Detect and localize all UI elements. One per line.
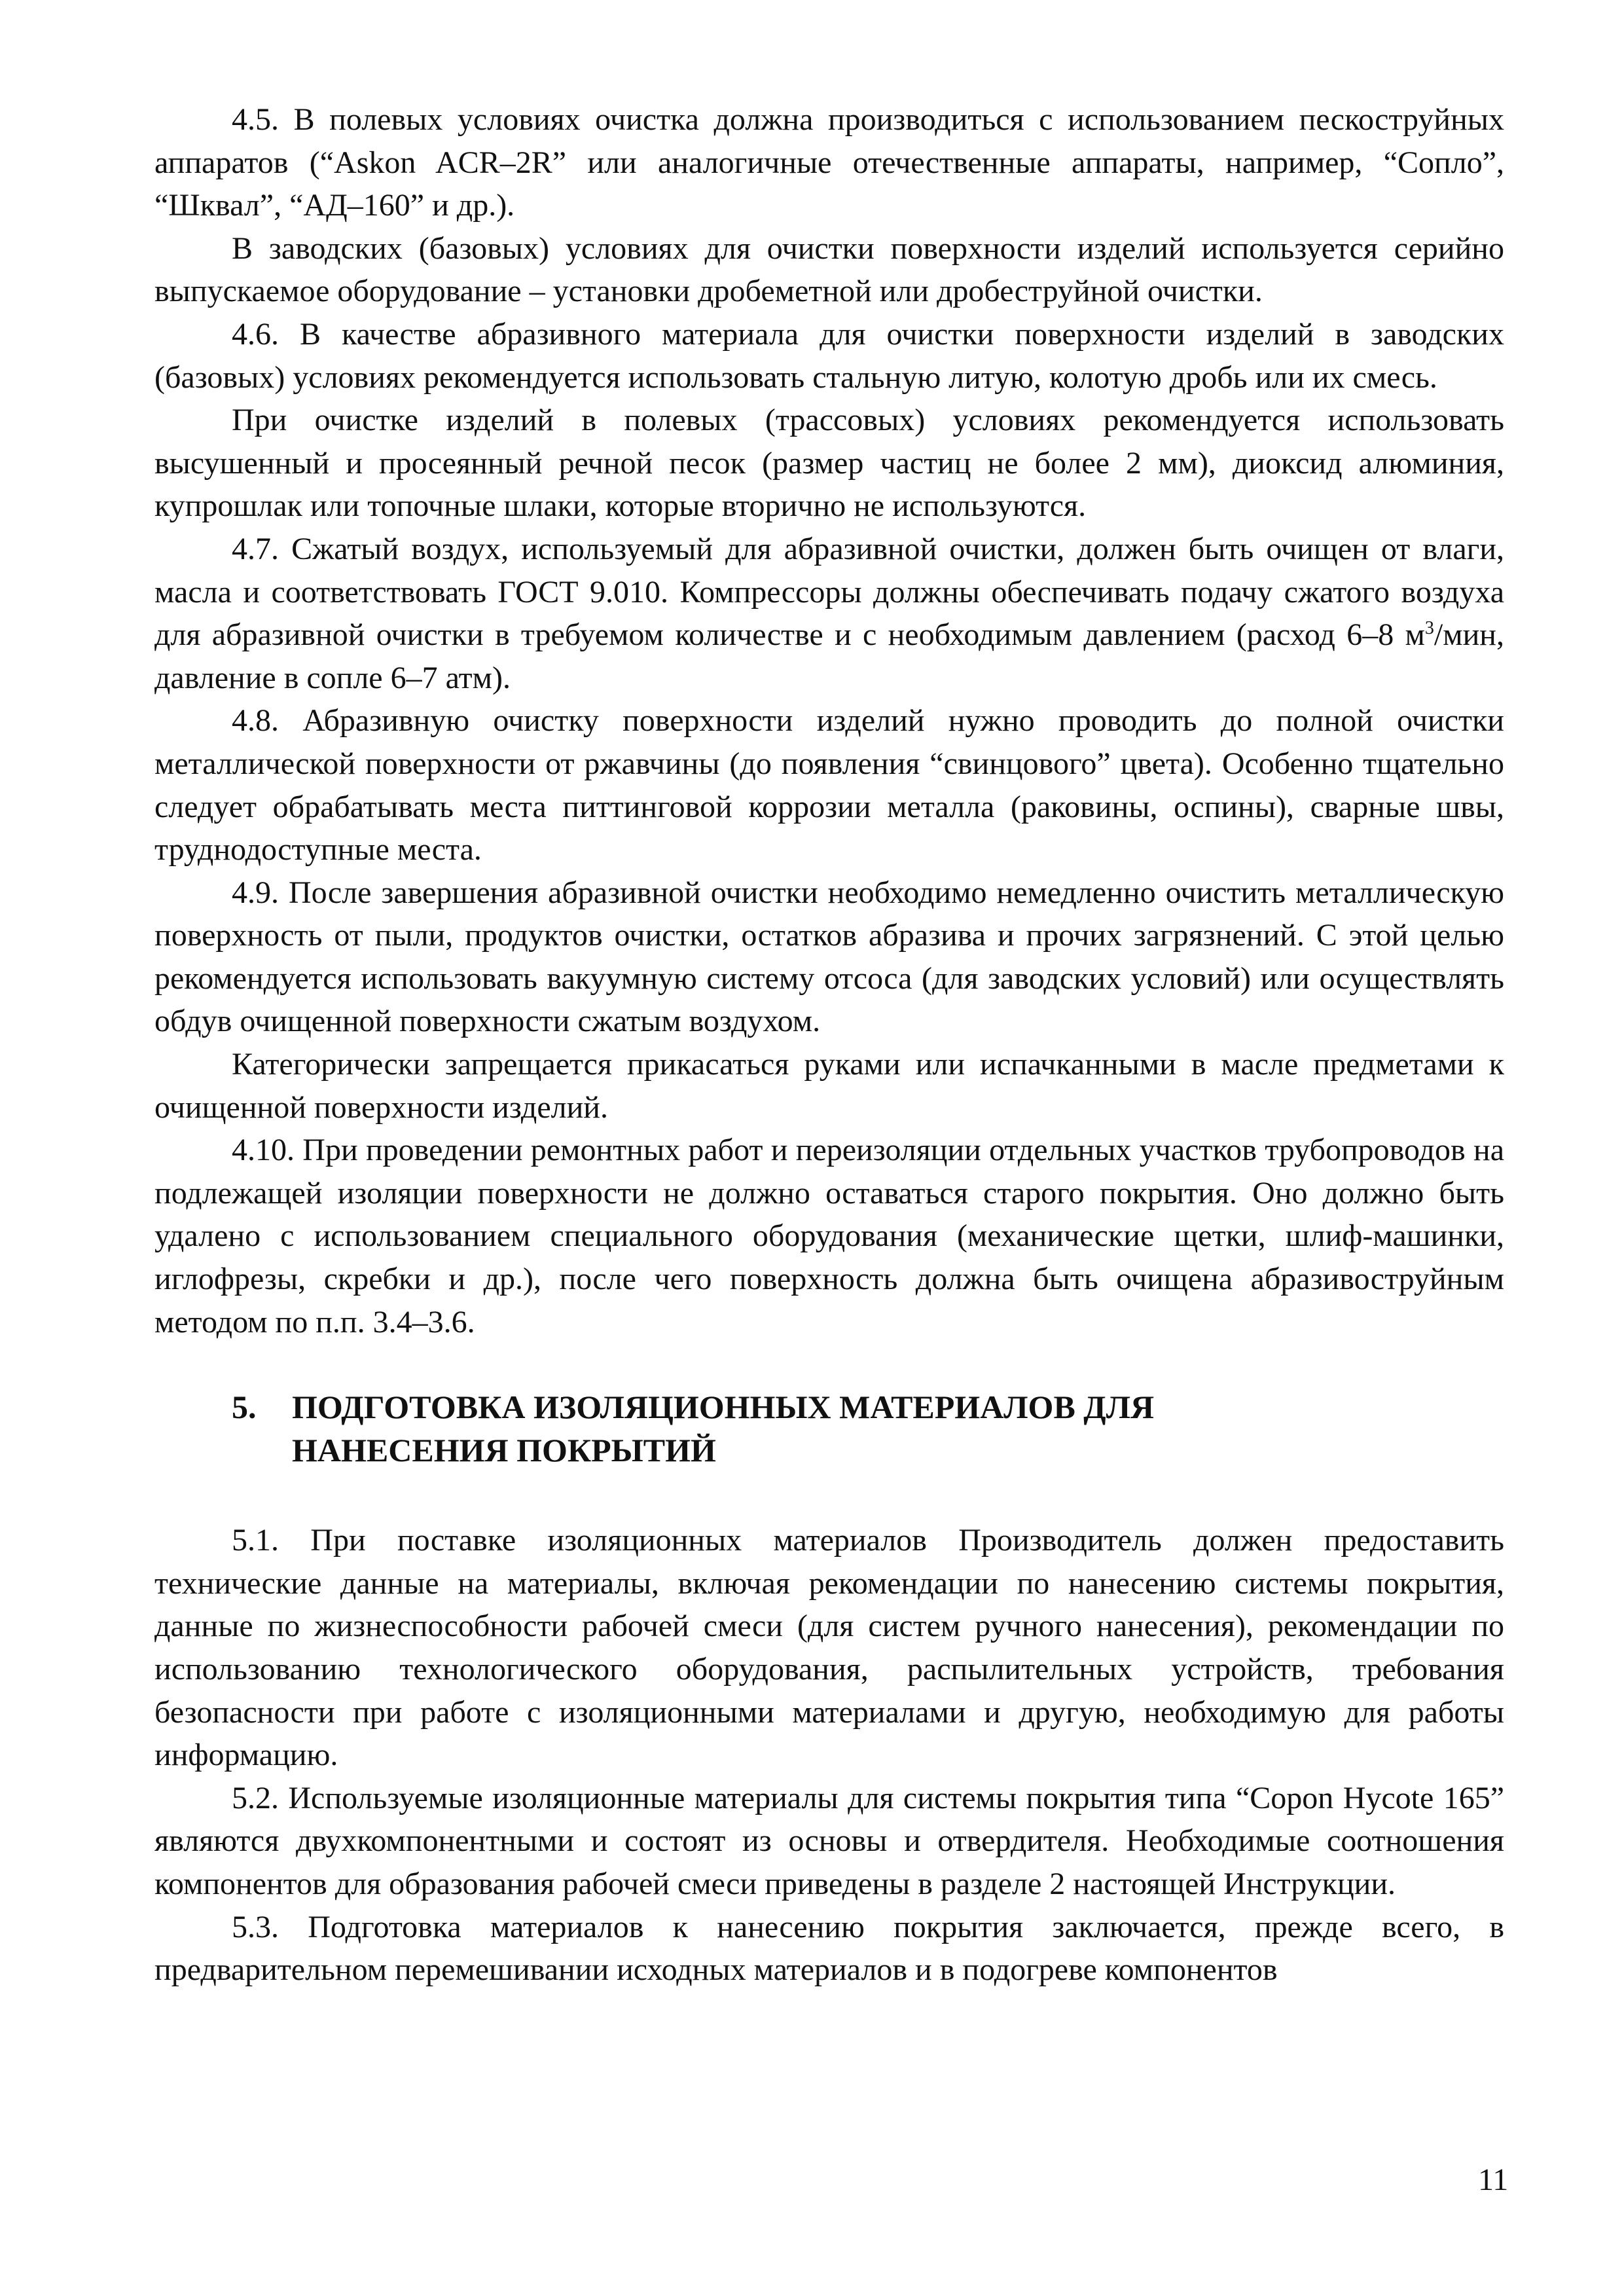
paragraph-4-7-text: 4.7. Сжатый воздух, используемый для абразивной очистки, должен быть очищен от влаги, масла и соответствовать ГОСТ 9.010. Компрессоры должны обеспечивать подачу сжатого воздуха для абразивной очистки в требуемом количестве и с необходимым давлением (расход 6–8 м [154,531,1504,653]
paragraph-4-8: 4.8. Абразивную очистку поверхности изделий нужно проводить до полной очистки металлической поверхности от ржавчины (до появления “свинцового” цвета). Особенно тщательно следует обрабатывать места питтинговой коррозии металла (раковины, оспины), сварные швы, труднодоступные места. [154,703,1504,867]
section-title-line-2: НАНЕСЕНИЯ ПОКРЫТИЙ [292,1432,716,1469]
paragraph-prohibition: Категорически запрещается прикасаться руками или испачканными в масле предметами к очищенной поверхности изделий. [154,1047,1504,1125]
paragraph-5-3: 5.3. Подготовка материалов к нанесению покрытия заключается, прежде всего, в предварительном перемешивании исходных материалов и в подогреве компонентов [154,1909,1504,1988]
page-number: 11 [1478,2162,1509,2197]
section-number: 5. [232,1389,257,1426]
paragraph-4-10: 4.10. При проведении ремонтных работ и переизоляции отдельных участков трубопроводов на подлежащей изоляции поверхности не должно оставаться старого покрытия. Оно должно быть удалено с использованием специального оборудования (механические щетки, шлиф-машинки, иглофрезы, скребки и др.), после чего поверхность должна быть очищена абразивоструйным методом по п.п. 3.4–3.6. [154,1133,1504,1339]
cubic-superscript: 3 [1424,618,1434,639]
section-title-line-1: ПОДГОТОВКА ИЗОЛЯЦИОННЫХ МАТЕРИАЛОВ ДЛЯ [292,1389,1155,1426]
paragraph-4-5: 4.5. В полевых условиях очистка должна производиться с использованием пескоструйных аппаратов (“Askon ACR–2R” или аналогичные отечественные аппараты, например, “Сопло”, “Шквал”, “АД–160” и др.). [154,102,1504,223]
paragraph-4-6: 4.6. В качестве абразивного материала для очистки поверхности изделий в заводских (базовых) условиях рекомендуется использовать стальную литую, колотую дробь или их смесь. [154,316,1504,395]
paragraph-5-1: 5.1. При поставке изоляционных материалов Производитель должен предоставить технические данные на материалы, включая рекомендации по нанесению системы покрытия, данные по жизнеспособности рабочей смеси (для систем ручного нанесения), рекомендации по использованию технологического оборудования, распылительных устройств, требования безопасности при работе с изоляционными материалами и другую, необходимую для работы информацию. [154,1523,1504,1773]
paragraph-field-conditions: При очистке изделий в полевых (трассовых) условиях рекомендуется использовать высушенный и просеянный речной песок (размер частиц не более 2 мм), диоксид алюминия, купрошлак или топочные шлаки, которые вторично не используются. [154,403,1504,524]
paragraph-4-7 [154,528,1504,699]
document-page [154,98,1504,1992]
section-title [292,1385,1504,1472]
paragraph-4-9: 4.9. После завершения абразивной очистки необходимо немедленно очистить металлическую поверхность от пыли, продуктов очистки, остатков абразива и прочих загрязнений. С этой целью рекомендуется использовать вакуумную систему отсоса (для заводских условий) или осуществлять обдув очищенной поверхности сжатым воздухом. [154,875,1504,1039]
section-5-heading [232,1385,1504,1472]
paragraph-factory-conditions: В заводских (базовых) условиях для очистки поверхности изделий используется серийно выпускаемое оборудование – установки дробеметной или дробеструйной очистки. [154,230,1504,309]
paragraph-4-7-tail: /мин, давление в сопле 6–7 атм). [154,617,1504,695]
paragraph-5-2: 5.2. Используемые изоляционные материалы для системы покрытия типа “Copon Hycote 165” являются двухкомпонентными и состоят из основы и отвердителя. Необходимые соотношения компонентов для образования рабочей смеси приведены в разделе 2 настоящей Инструкции. [154,1780,1504,1901]
